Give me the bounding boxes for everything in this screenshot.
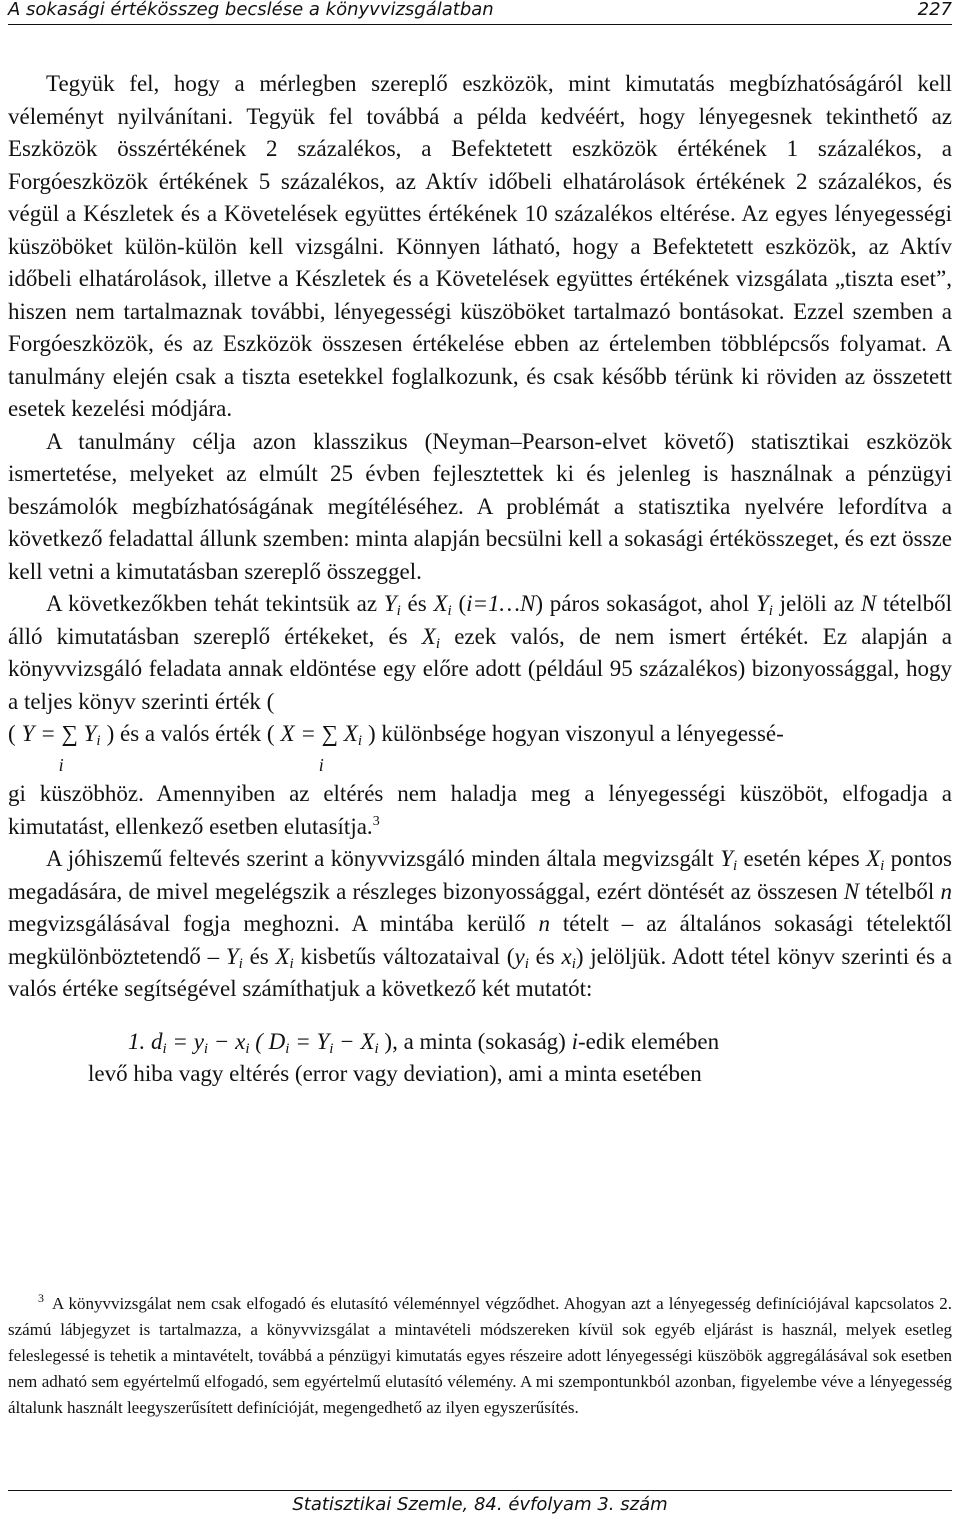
paragraph-2: A tanulmány célja azon klasszikus (Neyman–Pearson-elvet követő) statisztikai eszközök ismertetése, melyeket az elmúlt 25 évben fejlesztettek ki és jelenleg is használnak a pénzügyi beszámolók megbízhatóságának megítéléséhez. A problémát a statisztika nyelvére lefordítva a következő feladattal állunk szemben: minta alapján becsülni kell a sokasági értékösszeget, és ezt össze kell vetni a kimutatásban szereplő összeggel. [8,428,952,584]
formula-text-mid: ) és a valós érték ( [106,721,275,746]
footnote-text: A könyvvizsgálat nem csak elfogadó és elutasító véleménnyel végződhet. Ahogyan azt a lényegesség definíciójával kapcsolatos 2. számú lábjegyzet is tartalmazza, a könyvvizsgálat a mintavételi módszereken kívül sok egyéb eljárást is használ, melyek esetleg feleslegessé is tehetik a mintavételt, továbbá a pénzügyi kimutatás egyes részeire adott lényegességi küszöbök aggregálásával sok esetben nem adható sem egyértelmű elfogadó, sem egyértelmű elutasító vélemény. A mi szempontunkból azonban, figyelembe véve a lényegesség általunk használt leegyszerűsített definícióját, megengedhető az ilyen egyszerűsítés. [8,1294,952,1417]
equation-1-line-1: 1. $d_i = y_i - x_i$ ( $D_i = Y_i - X_i$ ), a minta (sokaság) i-edik elemében [128,1028,720,1057]
running-footer: Statisztikai Szemle, 84. évfolyam 3. szám [8,1490,952,1520]
equation-1-line-2: levő hiba vagy eltérés (error vagy deviation), ami a minta esetében [88,1061,702,1086]
sum-formula-line [8,718,952,778]
equation-1 [88,1026,952,1091]
footnote [8,1285,952,1421]
main-text [8,68,952,1091]
sum-formula-book-value: Y = ∑ $Y_i$ i [21,721,101,775]
running-title: A sokasági értékösszeg becslése a könyvvizsgálatban [8,0,494,20]
running-header [8,0,952,25]
page-number: 227 [917,0,952,20]
paren-open: ( [8,721,16,746]
formula-text-suffix: ) különbsége hogyan viszonyul a lényegessé- [367,721,784,746]
sum-formula-true-value: X = ∑ $X_i$ i [280,721,362,775]
paragraph-4: A jóhiszemű feltevés szerint a könyvvizsgáló minden általa megvizsgált $Y_i$ esetén képes $X_i$ pontos megadására, de mivel megelégszik a részleges bizonyossággal, ezért döntését az összesen N tételből n megvizsgálásával fogja meghozni. A mintába kerülő n tételt – az általános sokasági tételektől megkülönböztetendő – $Y_i$ és $X_i$ kisbetűs változataival ($y_i$ és $x_i$) jelöljük. Adott tétel könyv szerinti és a valós értéke segítségével számíthatjuk a következő két mutatót: [8,846,952,1001]
paragraph-3-cont: gi küszöbhöz. Amennyiben az eltérés nem haladja meg a lényegességi küszöböt, elfogadja a kimutatást, ellenkező esetben elutasítja.$^3$ [8,781,952,839]
paragraph-1: Tegyük fel, hogy a mérlegben szereplő eszközök, mint kimutatás megbízhatóságáról kell véleményt nyilvánítani. Tegyük fel továbbá a példa kedvéért, hogy lényegesnek tekinthető az Eszközök összértékének 2 százalékos, a Befektetett eszközök értékének 1 százalékos, a Forgóeszközök értékének 5 százalékos, az Aktív időbeli elhatárolások értékének 2 százalékos, és végül a Készletek és a Követelések együttes értékének 10 százalékos eltérése. Az egyes lényegességi küszöböket külön-külön kell vizsgálni. Könnyen látható, hogy a Befektetett eszközök, az Aktív időbeli elhatárolások, illetve a Készletek és a Követelések együttes értékének vizsgálata „tiszta eset”, hiszen nem tartalmaznak további, lényegességi küszöböket tartalmazó bontásokat. Ezzel szemben a Forgóeszközök, és az Eszközök összesen értékelése ebben az értelemben többlépcsős folyamat. A tanulmány elején csak a tiszta esetekkel foglalkozunk, és csak később térünk ki röviden az összetett esetek kezelési módjára. [8,71,952,421]
footnote-number: 3 [38,1291,44,1305]
footnote-ref: 3 [372,813,380,829]
paragraph-3: A következőkben tehát tekintsük az $Y_i$ és $X_i$ (i=1…N) páros sokaságot, ahol $Y_i$ jelöli az N tételből álló kimutatásban szereplő értékeket, és $X_i$ ezek valós, de nem ismert értékét. Ez alapján a könyvvizsgáló feladata annak eldöntése egy előre adott (például 95 százalékos) bizonyossággal, hogy a teljes könyv szerinti érték ( [8,591,952,714]
